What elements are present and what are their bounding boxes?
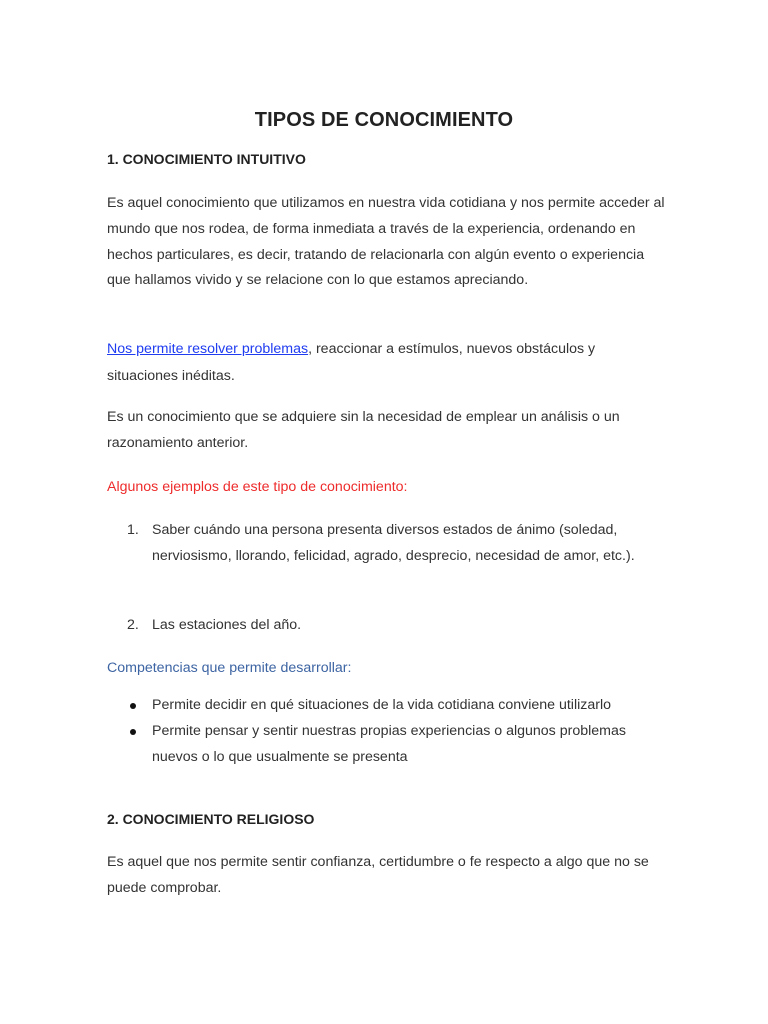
list-item-text: Las estaciones del año. [152,617,302,633]
paragraph-religious-definition: Es aquel que nos permite sentir confianza, certidumbre o fe respecto a algo que no se puede comprobar. [107,854,649,896]
list-item [127,693,667,719]
bullet-icon [130,729,136,735]
competencies-label: Competencias que permite desarrollar: [107,660,352,676]
list-item-text: Permite pensar y sentir nuestras propias experiencias o algunos problemas nuevos o lo que usualmente se presenta [152,723,626,765]
list-number: 1. [127,522,139,538]
paragraph-no-analysis: Es un conocimiento que se adquiere sin la necesidad de emplear un análisis o un razonamiento anterior. [107,409,620,451]
section-heading-intuitive: 1. CONOCIMIENTO INTUITIVO [107,151,306,167]
paragraph-problem-solving-rest: , reaccionar a estímulos, nuevos obstáculos y situaciones inéditas. [107,341,596,384]
list-item-text: Permite decidir en qué situaciones de la vida cotidiana conviene utilizarlo [152,697,611,713]
list-item [127,613,667,639]
list-item-text: Saber cuándo una persona presenta diversos estados de ánimo (soledad, nerviosismo, llorando, felicidad, agrado, desprecio, necesidad de amor, etc.). [152,522,635,564]
examples-label: Algunos ejemplos de este tipo de conocimiento: [107,479,408,495]
resolver-problemas-link[interactable]: Nos permite resolver problemas [107,341,309,357]
paragraph-problem-solving [107,336,667,390]
bullet-icon [130,703,136,709]
list-number: 2. [127,617,139,633]
section-heading-religious: 2. CONOCIMIENTO RELIGIOSO [107,811,315,827]
list-item [127,719,667,771]
document-title: TIPOS DE CONOCIMIENTO [254,109,514,131]
paragraph-intuitive-definition: Es aquel conocimiento que utilizamos en nuestra vida cotidiana y nos permite acceder al mundo que nos rodea, de forma inmediata a través de la experiencia, ordenando en hechos particulares, es decir, tratando de relacionarla con algún evento o experiencia que hallamos vivido y se relacione con lo que estamos apreciando. [107,195,665,289]
list-item [127,518,667,570]
